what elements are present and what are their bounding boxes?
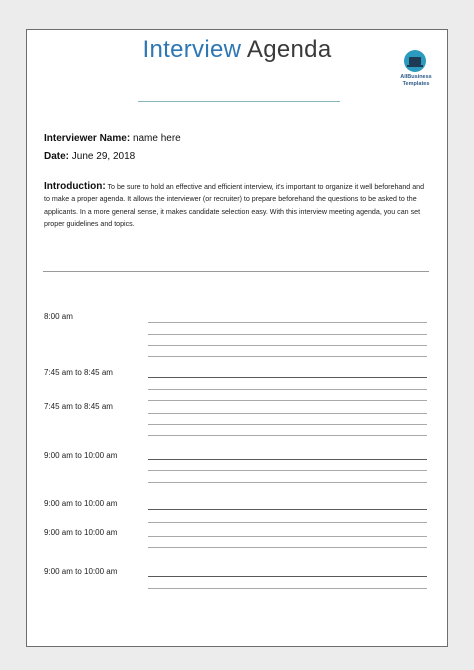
page-title <box>0 36 474 64</box>
date-field <box>44 151 135 162</box>
agenda-writing-line <box>148 547 427 548</box>
agenda-time: 9:00 am to 10:00 am <box>44 451 118 460</box>
agenda-writing-line <box>148 459 427 460</box>
interviewer-value: name here <box>132 133 181 144</box>
title-underline <box>138 101 340 102</box>
agenda-writing-line <box>148 482 427 483</box>
section-divider <box>43 271 429 272</box>
agenda-writing-line <box>148 322 427 323</box>
interviewer-label: Interviewer Name: <box>44 133 131 144</box>
introduction-paragraph <box>44 181 430 231</box>
logo-line-2: Templates <box>402 80 430 87</box>
agenda-time: 9:00 am to 10:00 am <box>44 528 118 537</box>
agenda-writing-line <box>148 356 427 357</box>
agenda-writing-line <box>148 435 427 436</box>
agenda-writing-line <box>148 400 427 401</box>
logo-text <box>394 74 438 87</box>
agenda-writing-line <box>148 345 427 346</box>
agenda-writing-line <box>148 536 427 537</box>
agenda-writing-line <box>148 509 427 510</box>
agenda-time: 8:00 am <box>44 312 73 321</box>
agenda-writing-line <box>148 389 427 390</box>
introduction-text: To be sure to hold an effective and efficient interview, it's important to organize it well beforehand and to make a proper agenda. It allows the interviewer (or recruiter) to prepare beforehand the questions to be asked to the applicants. In a more general sense, it makes candidate selection easy. With this interview meeting agenda, you can set proper guidelines and topics. <box>44 183 425 229</box>
agenda-time: 7:45 am to 8:45 am <box>44 402 113 411</box>
agenda-writing-line <box>148 377 427 378</box>
agenda-writing-line <box>148 576 427 577</box>
agenda-time: 9:00 am to 10:00 am <box>44 567 118 576</box>
agenda-writing-line <box>148 413 427 414</box>
agenda-writing-line <box>148 588 427 589</box>
agenda-writing-line <box>148 334 427 335</box>
interviewer-field <box>44 133 181 144</box>
laptop-icon <box>409 57 421 65</box>
agenda-writing-line <box>148 470 427 471</box>
allbusiness-logo-icon <box>404 50 426 72</box>
title-word-agenda: Agenda <box>246 36 332 63</box>
logo-line-1: AllBusiness <box>400 74 432 80</box>
agenda-writing-line <box>148 522 427 523</box>
document-page <box>26 29 448 647</box>
introduction-label: Introduction: <box>44 181 106 192</box>
agenda-time: 7:45 am to 8:45 am <box>44 368 113 377</box>
date-value: June 29, 2018 <box>71 151 136 162</box>
agenda-time: 9:00 am to 10:00 am <box>44 499 118 508</box>
agenda-writing-line <box>148 424 427 425</box>
date-label: Date: <box>44 151 70 162</box>
title-word-interview: Interview <box>142 36 242 63</box>
